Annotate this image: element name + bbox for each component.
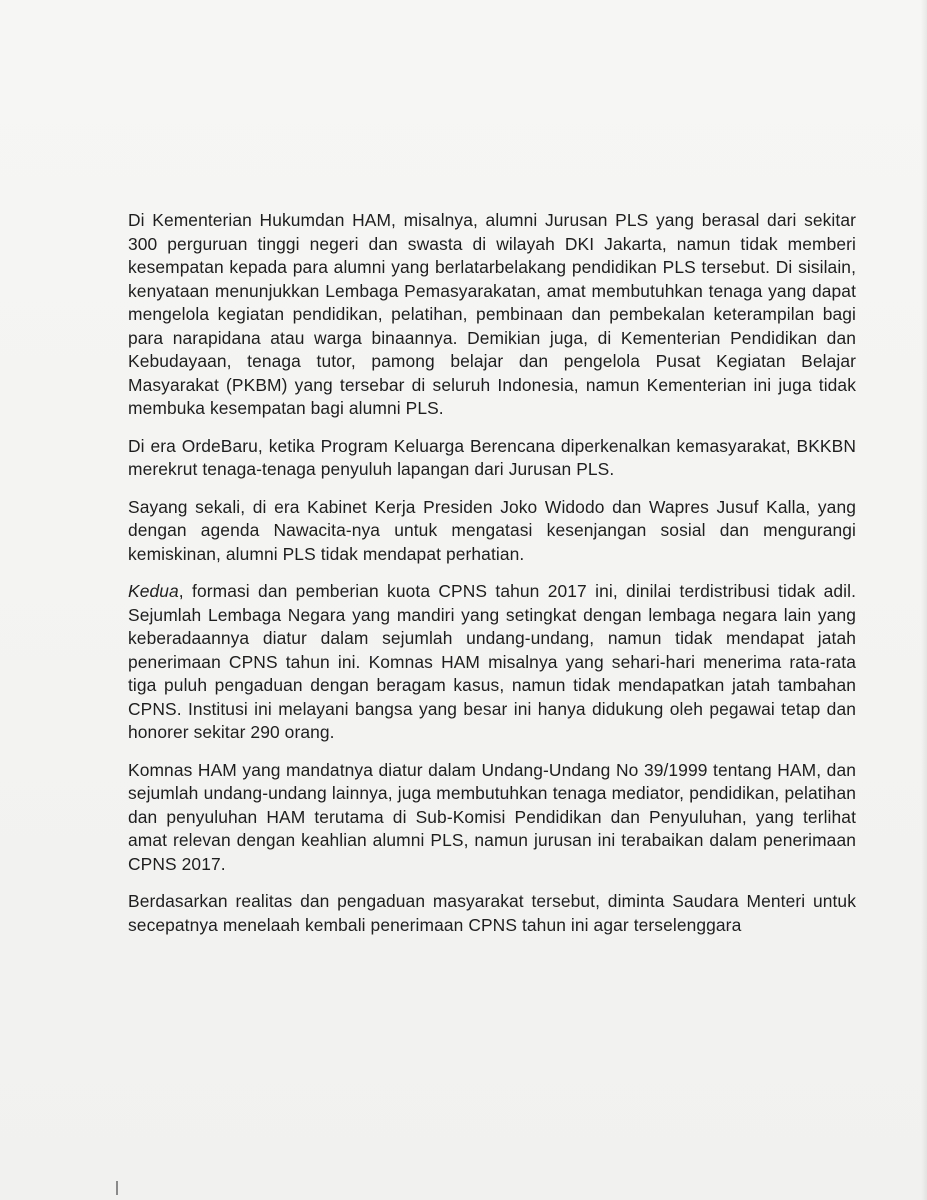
paragraph-orde-baru — [128, 435, 856, 482]
paragraph-kabinet-kerja — [128, 496, 856, 567]
paragraph-kemenkumham — [128, 209, 856, 421]
paragraph-text: Berdasarkan realitas dan pengaduan masyarakat tersebut, diminta Saudara Menteri untuk secepatnya menelaah kembali penerimaan CPNS tahun ini agar terselenggara — [128, 891, 856, 935]
paragraph-text: Komnas HAM yang mandatnya diatur dalam Undang-Undang No 39/1999 tentang HAM, dan sejumlah undang-undang lainnya, juga membutuhkan tenaga mediator, pendidikan, pelatihan dan penyuluhan HAM terutama di Sub-Komisi Pendidikan dan Penyuluhan, yang terlihat amat relevan dengan keahlian alumni PLS, namun jurusan ini terabaikan dalam penerimaan CPNS 2017. — [128, 759, 856, 874]
scan-shadow-edge — [921, 0, 927, 1200]
document-body — [128, 209, 856, 951]
paragraph-text: Di Kementerian Hukumdan HAM, misalnya, alumni Jurusan PLS yang berasal dari sekitar 300 perguruan tinggi negeri dan swasta di wilayah DKI Jakarta, namun tidak memberi kesempatan kepada para alumni yang berlatarbelakang pendidikan PLS tersebut. Di sisilain, kenyataan menunjukkan Lembaga Pemasyarakatan, amat membutuhkan tenaga yang dapat mengelola kegiatan pendidikan, pelatihan, pembinaan dan pembekalan keterampilan bagi para narapidana atau warga binaannya. Demikian juga, di Kementerian Pendidikan dan Kebudayaan, tenaga tutor, pamong belajar dan pengelola Pusat Kegiatan Belajar Masyarakat (PKBM) yang tersebar di seluruh Indonesia, namun Kementerian ini juga tidak membuka kesempatan bagi alumni PLS. — [128, 210, 856, 418]
paragraph-text: Di era OrdeBaru, ketika Program Keluarga Berencana diperkenalkan kemasyarakat, BKKBN merekrut tenaga-tenaga penyuluh lapangan dari Jurusan PLS. — [128, 435, 856, 479]
scan-margin-mark — [116, 1181, 118, 1195]
paragraph-kedua — [128, 580, 856, 745]
paragraph-text: , formasi dan pemberian kuota CPNS tahun 2017 ini, dinilai terdistribusi tidak adil. Sejumlah Lembaga Negara yang mandiri yang setingkat dengan lembaga negara lain yang keberadaannya diatur dalam sejumlah undang-undang, namun tidak mendapat jatah penerimaan CPNS tahun ini. Komnas HAM misalnya yang sehari-hari menerima rata-rata tiga puluh pengaduan dengan beragam kasus, namun tidak mendapatkan jatah tambahan CPNS. Institusi ini melayani bangsa yang besar ini hanya didukung oleh pegawai tetap dan honorer sekitar 290 orang. — [128, 581, 856, 742]
paragraph-text: Sayang sekali, di era Kabinet Kerja Presiden Joko Widodo dan Wapres Jusuf Kalla, yang dengan agenda Nawacita-nya untuk mengatasi kesenjangan sosial dan mengurangi kemiskinan, alumni PLS tidak mendapat perhatian. — [128, 496, 856, 564]
paragraph-berdasarkan — [128, 890, 856, 937]
paragraph-komnas-ham — [128, 759, 856, 877]
paragraph-lead-italic: Kedua — [128, 581, 179, 601]
